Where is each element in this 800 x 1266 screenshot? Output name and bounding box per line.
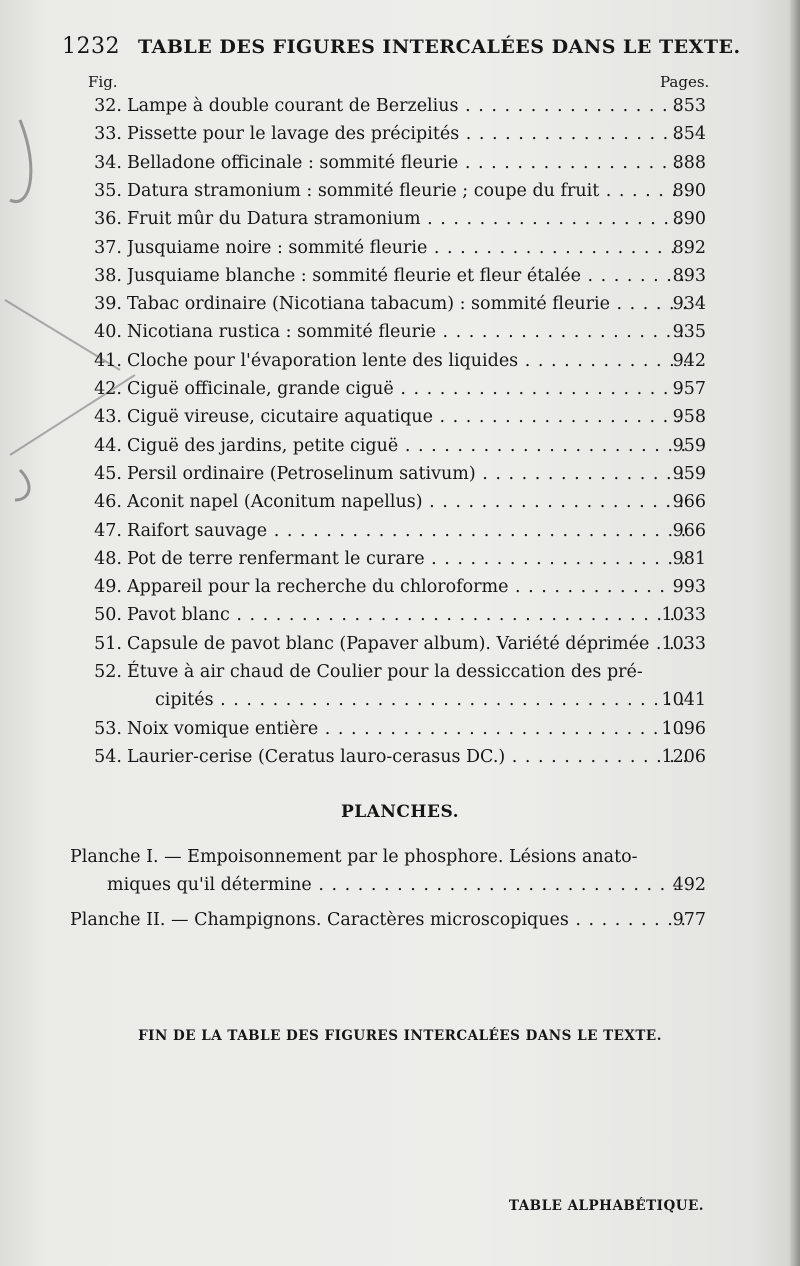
figure-title: Lampe à double courant de Berzelius . . . [127,93,688,120]
page-reference: 934 [672,294,706,315]
figure-title: Jusquiame noire : sommité fleurie . . . [127,235,688,262]
page-reference: 1096 [661,718,706,739]
figure-number: 48. [94,548,122,569]
figure-title: Nicotiana rustica : sommité fleurie . . . [127,319,688,346]
column-pages-label: Pages. [660,73,710,91]
figure-number: 54. [94,746,122,767]
figure-number: 46. [94,492,122,513]
table-row [0,716,800,743]
page-reference: 935 [672,322,706,343]
figure-title: Fruit mûr du Datura stramonium . . . [127,206,688,233]
table-row [0,319,800,346]
table-row [0,93,800,120]
planche-row [0,871,800,899]
figure-title: Datura stramonium : sommité fleurie ; coupe du fruit . . . [127,178,688,205]
page-reference: 977 [672,910,706,930]
page-reference: 959 [672,435,706,456]
end-note: FIN DE LA TABLE DES FIGURES INTERCALÉES DANS LE TEXTE. [138,1028,662,1044]
page-reference: 492 [672,875,706,895]
planche-title: miques qu'il détermine . . . [107,871,688,899]
figure-number: 32. [94,96,122,116]
table-row [0,376,800,403]
table-row [0,263,800,290]
table-row [0,404,800,431]
figure-number: 50. [94,605,122,626]
figure-title: Belladone officinale : sommité fleurie . . . [127,150,688,177]
page-reference: 1041 [661,690,706,711]
figure-number: 45. [94,463,122,484]
page-reference: 966 [672,492,706,513]
table-row [0,461,800,488]
figure-number: 44. [94,435,122,456]
page-reference: 942 [672,350,706,371]
page-reference: 890 [672,209,706,230]
planche-title: Planche I. — Empoisonnement par le phosphore. Lésions anato- [70,847,638,867]
page-reference: 966 [672,520,706,541]
figure-number: 34. [94,152,122,173]
figure-title: Cloche pour l'évaporation lente des liquides . . . [127,348,688,375]
figure-number: 40. [94,322,122,343]
figure-title: Ciguë des jardins, petite ciguë . . . [127,433,688,460]
table-row [0,518,800,545]
figure-title: Pot de terre renfermant le curare . . . [127,546,688,573]
figure-number: 39. [94,294,122,315]
page-number: 1232 [62,34,120,59]
page-reference: 890 [672,180,706,201]
figure-title: Ciguë officinale, grande ciguë . . . [127,376,688,403]
table-row [0,121,800,148]
figure-number: 52. [94,662,122,682]
figure-number: 47. [94,520,122,541]
table-row [0,574,800,601]
figure-title: Jusquiame blanche : sommité fleurie et fleur étalée . . . [127,263,688,290]
figure-title: Noix vomique entière . . . [127,716,688,743]
table-row [0,291,800,318]
table-row [0,687,800,714]
table-row [0,235,800,262]
page-reference: 1206 [661,746,706,767]
figure-title: Tabac ordinaire (Nicotiana tabacum) : sommité fleurie . . . [127,291,688,318]
figure-title: Ciguë vireuse, cicutaire aquatique . . . [127,404,688,431]
page-reference: 893 [672,265,706,286]
table-row [0,433,800,460]
figure-number: 36. [94,209,122,230]
table-row [0,178,800,205]
figure-number: 41. [94,350,122,371]
figure-title: Laurier-cerise (Ceratus lauro-cerasus DC.) . . . [127,744,688,771]
page-reference: 888 [672,152,706,173]
figure-title: Appareil pour la recherche du chloroforme . . . [127,574,688,601]
catchword: TABLE ALPHABÉTIQUE. [508,1198,704,1214]
table-row [0,206,800,233]
table-row [0,631,800,658]
page-reference: 853 [672,96,706,116]
page-reference: 892 [672,237,706,258]
page-reference: 959 [672,463,706,484]
table-row [0,659,800,686]
figure-number: 35. [94,180,122,201]
figure-title: cipités . . . [155,687,688,714]
page-reference: 993 [672,577,706,598]
table-row [0,348,800,375]
page-reference: 958 [672,407,706,428]
page-reference: 854 [672,124,706,145]
table-row [0,489,800,516]
figure-title: Persil ordinaire (Petroselinum sativum) . . . [127,461,688,488]
table-row [0,602,800,629]
table-row [0,546,800,573]
figure-title: Aconit napel (Aconitum napellus) . . . [127,489,688,516]
figure-number: 43. [94,407,122,428]
figure-title: Capsule de pavot blanc (Papaver album). Variété déprimée . . . [127,631,688,658]
page-reference: 981 [672,548,706,569]
planche-title: Planche II. — Champignons. Caractères microscopiques . . . [70,906,688,934]
figure-title: Raifort sauvage . . . [127,518,688,545]
figure-number: 53. [94,718,122,739]
figure-number: 42. [94,379,122,399]
planche-row [0,906,800,934]
page-reference: 1033 [661,605,706,626]
figure-title: Pavot blanc . . . [127,602,688,629]
figure-number: 37. [94,237,122,258]
column-fig-label: Fig. [88,73,118,91]
figure-number: 33. [94,124,122,145]
figure-number: 49. [94,577,122,598]
planches-heading: PLANCHES. [340,802,460,822]
page-reference: 1033 [661,633,706,654]
figure-title: Étuve à air chaud de Coulier pour la dessiccation des pré- [127,662,643,682]
planche-row [0,843,800,871]
page-header [62,34,741,64]
page-title: TABLE DES FIGURES INTERCALÉES DANS LE TEXTE. [138,36,741,58]
table-row [0,150,800,177]
table-row [0,744,800,771]
figure-title: Pissette pour le lavage des précipités . . . [127,121,688,148]
figure-number: 51. [94,633,122,654]
page-reference: 957 [672,379,706,399]
figure-number: 38. [94,265,122,286]
